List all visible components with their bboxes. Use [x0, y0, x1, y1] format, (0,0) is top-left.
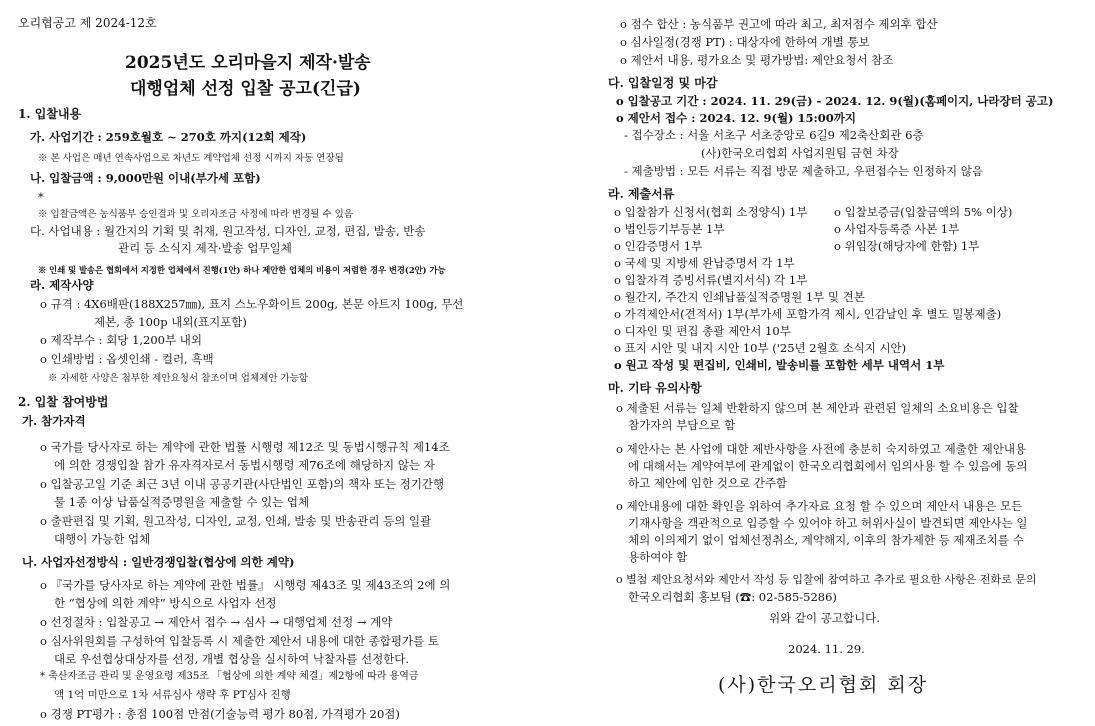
eligibility-3-cont: 대행이 가능한 업체	[54, 532, 151, 546]
note-3-cont1: 기재사항을 객관적으로 입증할 수 있어야 하고 허위사실이 발견되면 제안사는 일	[628, 516, 1028, 530]
notice-number: 오리협공고 제 2024-12호	[18, 16, 157, 30]
bid-amount-note: ※ 입찰금액은 농식품부 승인결과 및 오리자조금 사정에 따라 변경될 수 있음	[38, 209, 354, 220]
selection-3: o 심사위원회를 구성하여 입찰등록 시 제출한 제안서 내용에 대한 종합평가를 토	[40, 634, 439, 648]
spec-size: o 규격 : 4X6배판(188X257㎜), 표지 스노우화이트 200g, 본문 아트지 100g, 무선	[40, 297, 464, 311]
title-line-1: 2025년도 오리마을지 제작·발송	[125, 53, 371, 73]
eligibility-heading: 가. 참가자격	[22, 414, 86, 428]
eligibility-2-cont: 물 1종 이상 납품실적증명원을 제출할 수 있는 업체	[54, 495, 310, 509]
selection-note-cont: 액 1억 미만으로 1차 서류심사 생략 후 PT심사 진행	[54, 689, 291, 701]
note-1: o 제출된 서류는 일체 반환하지 않으며 본 제안과 관련된 일체의 소요비용은 입찰	[616, 401, 1019, 415]
announcement-period: o 입찰공고 기간 : 2024. 11. 29(금) - 2024. 12. 9(월)(홈페이지, 나라장터 공고)	[616, 94, 1054, 108]
closing-statement: 위와 같이 공고합니다.	[769, 611, 880, 625]
doc-business-reg: o 사업자등록증 사본 1부	[834, 222, 960, 236]
selection-procedure: o 선정절차 : 입찰공고 → 제안서 접수 → 심사 → 대행업체 선정 → 계약	[40, 615, 393, 629]
doc-application: o 입찰참가 신청서(협회 소정양식) 1부	[614, 205, 808, 219]
doc-performance: o 월간지, 주간지 인쇄납품실적증명원 1부 및 견본	[614, 290, 865, 304]
spec-printing: o 인쇄방법 : 옵셋인쇄 - 컬러, 흑백	[40, 352, 214, 366]
note-2: o 제안사는 본 사업에 대한 제반사항을 사전에 충분히 숙지하였고 제출한 제안내용	[616, 442, 1027, 456]
submission-deadline: o 제안서 접수 : 2024. 12. 9(월) 15:00까지	[616, 111, 856, 125]
eligibility-1: o 국가를 당사자로 하는 계약에 관한 법률 시행령 제12조 및 동법시행규칙 제14조	[40, 440, 450, 454]
note-1-cont: 참가자의 부담으로 함	[628, 418, 736, 432]
section-1-heading: 1. 입찰내용	[18, 107, 82, 121]
spec-size-cont: 제본, 총 100p 내외(표지포함)	[94, 315, 247, 329]
note-4: o 별첨 제안요청서와 제안서 작성 등 입찰에 참여하고 추가로 필요한 사항은 전화로 문의	[616, 573, 1037, 586]
note-4-contact: 한국오리협회 홍보팀 (☎: 02-585-5286)	[628, 590, 837, 604]
doc-design-proposal: o 디자인 및 편집 총괄 제안서 10부	[614, 324, 791, 338]
review-schedule: o 심사일정(경쟁 PT) : 대상자에 한하여 개별 통보	[620, 35, 870, 49]
bid-amount-asterisk: *	[38, 190, 44, 204]
eligibility-1-cont: 에 의한 경쟁입찰 참가 유자격자로서 동법시행령 제76조에 해당하지 않는 자	[54, 458, 435, 472]
doc-qualification: o 입찰자격 증빙서류(별지서식) 각 1부	[614, 273, 808, 287]
doc-deposit: o 입찰보증금(입찰금액의 5% 이상)	[834, 205, 1013, 219]
notes-heading: 마. 기타 유의사항	[608, 381, 702, 395]
printing-note: ※ 인쇄 및 발송은 협회에서 지정한 업체에서 진행(1안) 하나 제안한 업체의 비용이 저렴한 경우 변경(2안) 가능	[38, 265, 446, 275]
doc-price-proposal: o 가격제안서(견적서) 1부(부가세 포함가격 제시, 인감날인 후 별도 밀봉제출)	[614, 307, 1002, 321]
score-summation: o 점수 합산 : 농식품부 권고에 따라 최고, 최저점수 제외후 합산	[620, 17, 938, 31]
title-line-2: 대행업체 선정 입찰 공고(긴급)	[130, 79, 361, 99]
selection-method-heading: 나. 사업자선정방식 : 일반경쟁입찰(협상에 의한 계약)	[22, 555, 295, 569]
business-period: 가. 사업기간 : 259호월호 ~ 270호 까지(12회 제작)	[30, 130, 307, 144]
selection-note: * 축산자조금 관리 및 운영요령 제35조 「협상에 의한 계약 체결」제2항에 따라 용역금	[40, 671, 419, 682]
documents-heading: 라. 제출서류	[608, 187, 675, 201]
note-3-cont2: 체의 이의제기 없이 업체선정취소, 계약해지, 이후의 참가제한 등 제재조치를 수	[628, 533, 1024, 547]
eligibility-3: o 출판편집 및 기획, 원고작성, 디자인, 교정, 인쇄, 발송 및 반송관리 등의 일괄	[40, 514, 432, 528]
eligibility-2: o 입찰공고일 기준 최근 3년 이내 공공기관(사단법인 포함)의 책자 또는 정기간행	[40, 477, 445, 491]
production-spec-heading: 라. 제작사양	[30, 278, 94, 292]
doc-registry: o 법인등기부등본 1부	[614, 222, 725, 236]
doc-cost-breakdown: o 원고 작성 및 편집비, 인쇄비, 발송비를 포함한 세부 내역서 1부	[614, 358, 945, 372]
note-3-cont3: 용하여야 함	[628, 550, 688, 564]
selection-1: o 『국가를 당사자로 하는 계약에 관한 법률』 시행령 제43조 및 제43조의 2에 의	[40, 578, 451, 592]
doc-tax-cert: o 국세 및 지방세 완납증명서 각 1부	[614, 256, 795, 270]
bid-amount: 나. 입찰금액 : 9,000만원 이내(부가세 포함)	[30, 171, 261, 185]
issuer-signature: (사)한국오리협회 회장	[718, 674, 929, 696]
spec-copies: o 제작부수 : 회당 1,200부 내외	[40, 333, 202, 347]
note-2-cont1: 에 대해서는 계약여부에 관계없이 한국오리협회에서 임의사용 할 수 있음에 동의	[628, 459, 1028, 473]
submission-contact: (사)한국오리협회 사업지원팀 금현 차장	[701, 146, 899, 160]
submission-location: - 접수장소 : 서울 서초구 서초중앙로 6길9 제2축산회관 6층	[624, 128, 924, 142]
submission-method: - 제출방법 : 모든 서류는 직접 방문 제출하고, 우편접수는 인정하지 않음	[624, 164, 984, 178]
doc-cover-draft: o 표지 시안 및 내지 시안 10부 ('25년 2월호 소식지 시안)	[614, 341, 907, 355]
notice-date: 2024. 11. 29.	[788, 642, 865, 656]
doc-seal-cert: o 인감증명서 1부	[614, 239, 703, 253]
selection-3-cont: 대로 우선협상대상자를 선정, 개별 협상을 실시하여 낙찰자를 선정한다.	[54, 652, 410, 666]
doc-power-of-attorney: o 위임장(해당자에 한함) 1부	[834, 239, 980, 253]
pt-evaluation: o 경쟁 PT평가 : 총점 100점 만점(기술능력 평가 80점, 가격평가 20점)	[40, 707, 400, 721]
section-2-heading: 2. 입찰 참여방법	[18, 395, 109, 409]
period-note: ※ 본 사업은 매년 연속사업으로 차년도 계약업체 선정 시까지 자동 연장됨	[38, 153, 344, 164]
selection-1-cont: 한 “협상에 의한 계약” 방식으로 사업자 선정	[54, 596, 277, 610]
note-3: o 제안내용에 대한 확인을 위하여 추가자료 요청 할 수 있으며 제안서 내용은 모든	[616, 499, 1023, 513]
business-content: 다. 사업내용 : 월간지의 기획 및 취재, 원고작성, 디자인, 교정, 편집, 발송, 반송	[30, 224, 426, 238]
business-content-cont: 관리 등 소식지 제작·발송 업무일체	[118, 241, 292, 255]
spec-note: ※ 자세한 사양은 첨부한 제안요청서 참조이며 업체제안 가능함	[48, 373, 309, 384]
schedule-heading: 다. 입찰일정 및 마감	[608, 76, 718, 90]
proposal-content: o 제안서 내용, 평가요소 및 평가방법: 제안요청서 참조	[620, 53, 894, 67]
note-2-cont2: 하고 제안에 임한 것으로 간주함	[628, 476, 788, 490]
